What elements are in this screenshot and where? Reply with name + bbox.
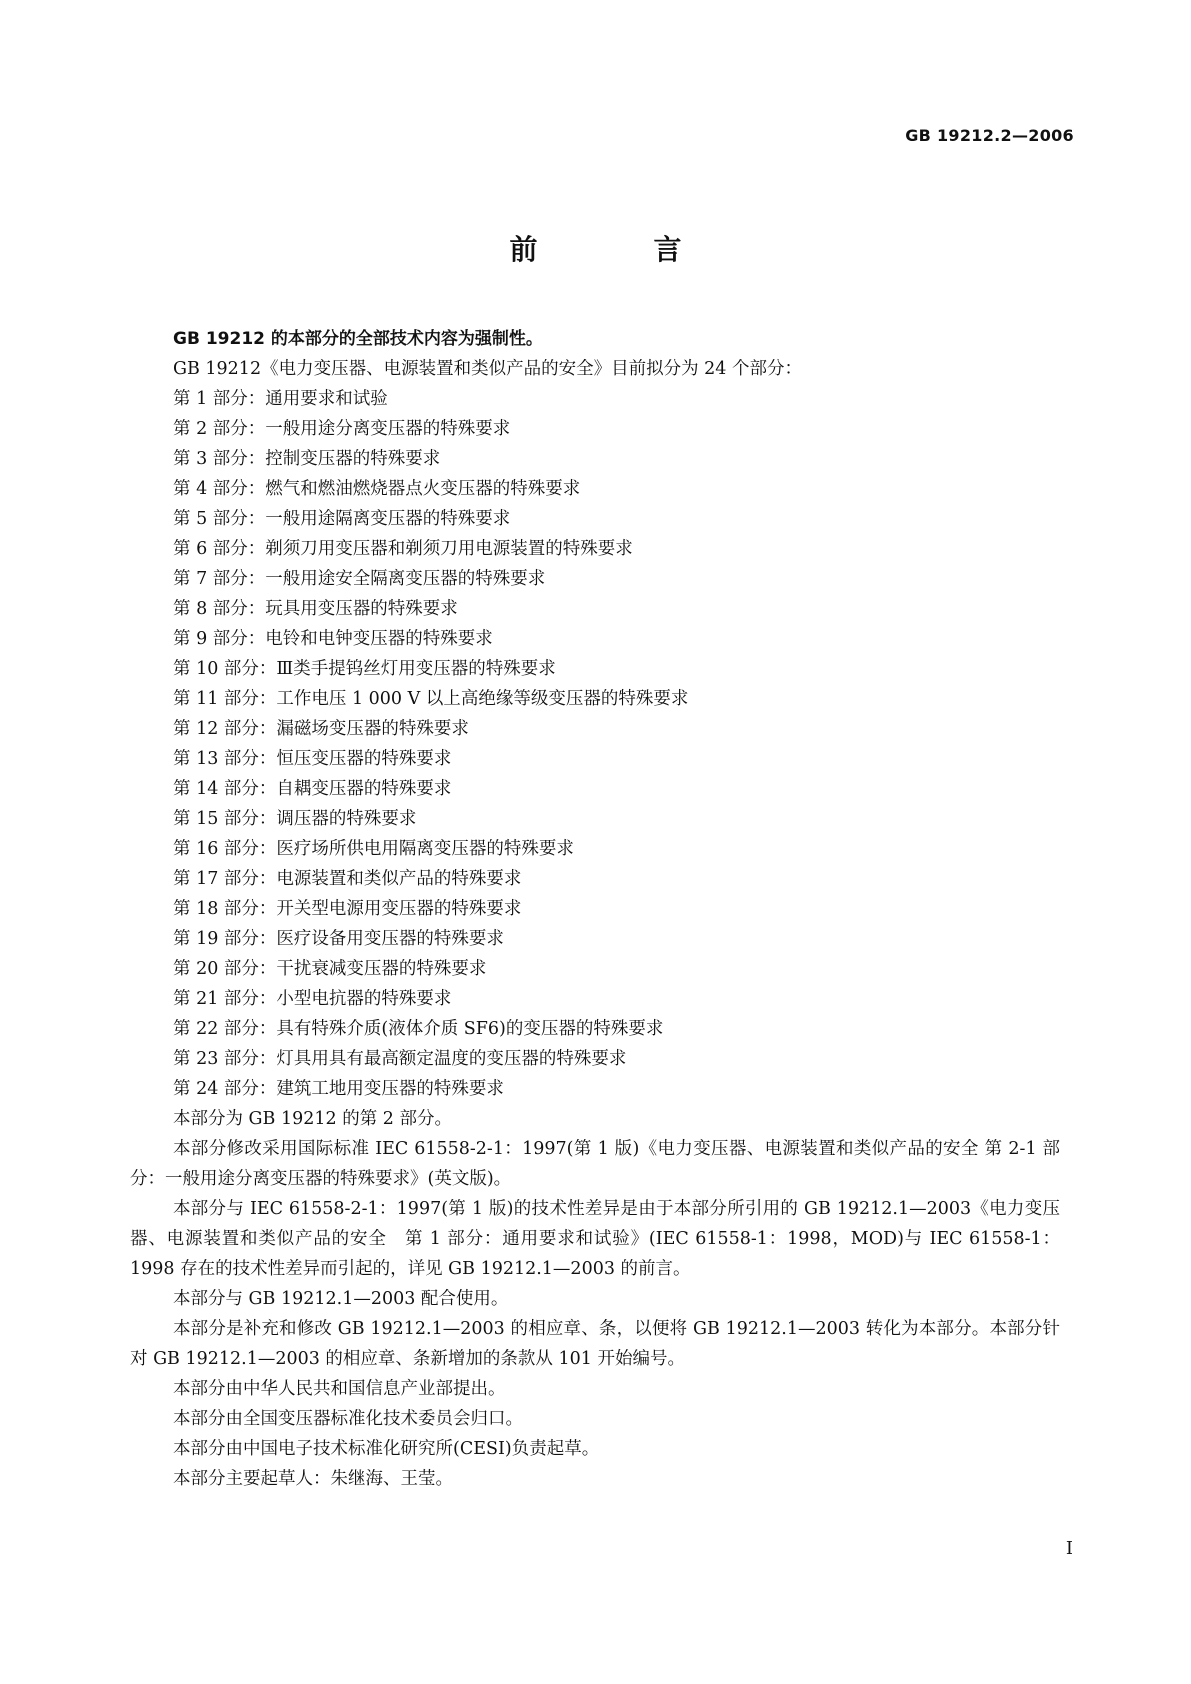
part-item: 第 4 部分：燃气和燃油燃烧器点火变压器的特殊要求: [173, 479, 581, 499]
standard-code-header: GB 19212.2—2006: [905, 126, 1074, 145]
part-item: 第 22 部分：具有特殊介质(液体介质 SF6)的变压器的特殊要求: [173, 1019, 664, 1039]
part-item: 第 16 部分：医疗场所供电用隔离变压器的特殊要求: [173, 839, 574, 859]
drafted-by-paragraph: 本部分由中国电子技术标准化研究所(CESI)负责起草。: [173, 1439, 600, 1459]
differences-paragraph: 本部分与 IEC 61558-2-1：1997(第 1 版)的技术性差异是由于本部分所引用的 GB 19212.1—2003《电力变压器、电源装置和类似产品的安全 第 1 部分：通用要求和试验》(IEC 61558-1：1998，MOD)与 IEC 61558-1：1998 存在的技术性差异而引起的，详见 GB 19212.1—2003 的前言。: [130, 1199, 1060, 1279]
part-item: 第 11 部分：工作电压 1 000 V 以上高绝缘等级变压器的特殊要求: [173, 689, 689, 709]
part-number-paragraph: 本部分为 GB 19212 的第 2 部分。: [173, 1109, 452, 1129]
parts-list: [130, 384, 1060, 1104]
foreword-body: [130, 324, 1060, 1494]
part-item: 第 3 部分：控制变压器的特殊要求: [173, 449, 441, 469]
page-number: I: [1065, 1538, 1073, 1559]
drafters-paragraph: 本部分主要起草人：朱继海、王莹。: [173, 1469, 453, 1489]
part-item: 第 10 部分：Ⅲ类手提钨丝灯用变压器的特殊要求: [173, 659, 556, 679]
part-item: 第 21 部分：小型电抗器的特殊要求: [173, 989, 452, 1009]
part-item: 第 14 部分：自耦变压器的特殊要求: [173, 779, 452, 799]
part-item: 第 9 部分：电铃和电钟变压器的特殊要求: [173, 629, 493, 649]
proposed-by-paragraph: 本部分由中华人民共和国信息产业部提出。: [173, 1379, 506, 1399]
part-item: 第 20 部分：干扰衰减变压器的特殊要求: [173, 959, 487, 979]
part-item: 第 17 部分：电源装置和类似产品的特殊要求: [173, 869, 522, 889]
adoption-paragraph: 本部分修改采用国际标准 IEC 61558-2-1：1997(第 1 版)《电力变压器、电源装置和类似产品的安全 第 2-1 部分：一般用途分离变压器的特殊要求》(英文版)。: [130, 1139, 1060, 1189]
part-item: 第 1 部分：通用要求和试验: [173, 389, 388, 409]
supplement-paragraph: 本部分是补充和修改 GB 19212.1—2003 的相应章、条，以便将 GB 19212.1—2003 转化为本部分。本部分针对 GB 19212.1—2003 的相应章、条新增加的条款从 101 开始编号。: [130, 1319, 1060, 1369]
part-item: 第 7 部分：一般用途安全隔离变压器的特殊要求: [173, 569, 546, 589]
part-item: 第 2 部分：一般用途分离变压器的特殊要求: [173, 419, 511, 439]
centralized-by-paragraph: 本部分由全国变压器标准化技术委员会归口。: [173, 1409, 523, 1429]
part-item: 第 24 部分：建筑工地用变压器的特殊要求: [173, 1079, 504, 1099]
used-with-paragraph: 本部分与 GB 19212.1—2003 配合使用。: [173, 1289, 509, 1309]
part-item: 第 13 部分：恒压变压器的特殊要求: [173, 749, 452, 769]
part-item: 第 19 部分：医疗设备用变压器的特殊要求: [173, 929, 504, 949]
part-item: 第 6 部分：剃须刀用变压器和剃须刀用电源装置的特殊要求: [173, 539, 633, 559]
page-title: 前 言: [509, 233, 726, 266]
intro-paragraph: GB 19212《电力变压器、电源装置和类似产品的安全》目前拟分为 24 个部分：: [173, 359, 802, 379]
part-item: 第 15 部分：调压器的特殊要求: [173, 809, 417, 829]
part-item: 第 18 部分：开关型电源用变压器的特殊要求: [173, 899, 522, 919]
part-item: 第 8 部分：玩具用变压器的特殊要求: [173, 599, 458, 619]
part-item: 第 12 部分：漏磁场变压器的特殊要求: [173, 719, 469, 739]
part-item: 第 23 部分：灯具用具有最高额定温度的变压器的特殊要求: [173, 1049, 627, 1069]
part-item: 第 5 部分：一般用途隔离变压器的特殊要求: [173, 509, 511, 529]
mandatory-statement: GB 19212 的本部分的全部技术内容为强制性。: [173, 329, 543, 349]
